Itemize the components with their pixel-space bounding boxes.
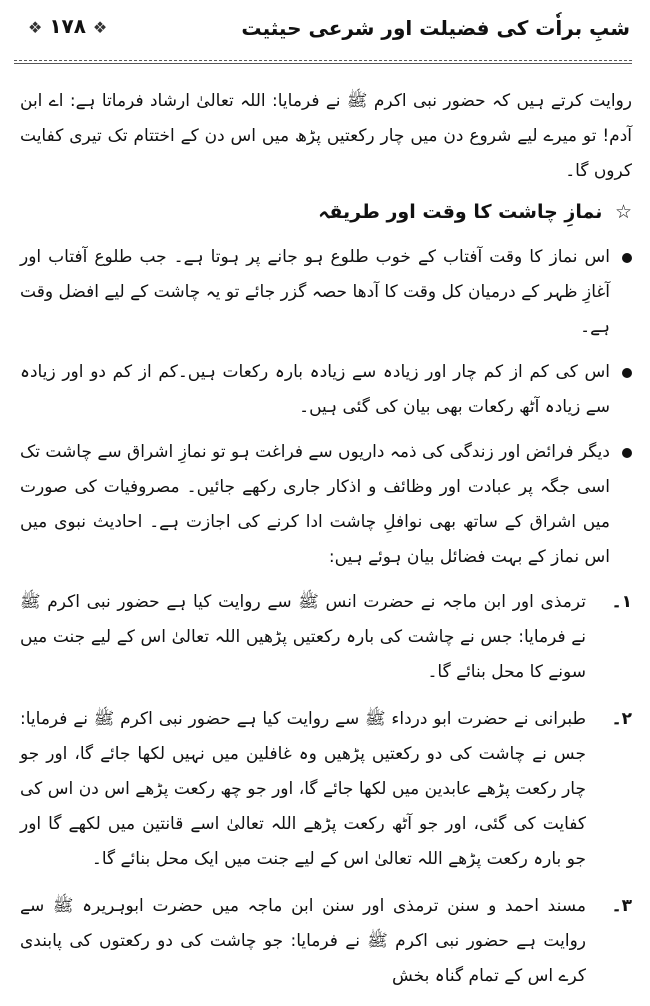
ornament-icon: ❖ — [28, 18, 43, 37]
hadith-item — [20, 585, 632, 690]
page-header — [14, 0, 632, 62]
intro-paragraph: روایت کرتے ہیں کہ حضور نبی اکرم ﷺ نے فرمایا: اللہ تعالیٰ ارشاد فرماتا ہے: اے ابن آدم! تو میرے لیے شروع دن میں چار رکعتیں پڑھ میں اس دن کے اختتام تک تیری کفایت کروں گا۔ — [20, 91, 632, 181]
page-number-value: ۱۷۸ — [49, 14, 86, 38]
bullet-icon — [622, 448, 632, 458]
bullet-icon — [622, 253, 632, 263]
hadith-number: ۱۔ — [611, 592, 632, 612]
bullet-text: دیگر فرائض اور زندگی کی ذمہ داریوں سے فراغت ہو تو نمازِ اشراق سے چاشت تک اسی جگہ پر عبادت اور وظائف و اذکار جاری رکھے جائیں۔ مصروفیات کی صورت میں اشراق کے ساتھ بھی نوافلِ چاشت ادا کرنے کی اجازت ہے۔ احادیث نبوی میں اس نماز کے بہت فضائل بیان ہوئے ہیں: — [20, 442, 610, 567]
star-icon: ☆ — [614, 201, 632, 223]
section-heading — [20, 195, 632, 230]
header-divider — [14, 60, 632, 61]
hadith-text: ترمذی اور ابن ماجہ نے حضرت انس ﷺ سے روایت کیا ہے حضور نبی اکرم ﷺ نے فرمایا: جس نے چاشت کی بارہ رکعتیں پڑھیں اللہ تعالیٰ اس کے لیے جنت میں سونے کا محل بنائے گا۔ — [20, 592, 586, 682]
hadith-text: مسند احمد و سنن ترمذی اور سنن ابن ماجہ میں حضرت ابوہریرہ ﷺ سے روایت ہے حضور نبی اکرم ﷺ نے فرمایا: جو چاشت کی دو رکعتوں کی پابندی کرے اس کے تمام گناہ بخش — [20, 896, 586, 986]
bullet-item — [20, 355, 632, 425]
hadith-number: ۳۔ — [611, 896, 632, 916]
hadith-number: ۲۔ — [611, 709, 632, 729]
bullet-item — [20, 240, 632, 345]
section-heading-text: نمازِ چاشت کا وقت اور طریقہ — [318, 201, 603, 223]
page-number — [28, 14, 107, 38]
hadith-item — [20, 889, 632, 994]
hadith-item — [20, 702, 632, 877]
bullet-icon — [622, 368, 632, 378]
bullet-item — [20, 435, 632, 575]
bullet-text: اس کی کم از کم چار اور زیادہ سے زیادہ بارہ رکعات ہیں۔کم از کم دو اور زیادہ سے زیادہ آٹھ رکعات بھی بیان کی گئی ہیں۔ — [20, 362, 610, 417]
hadith-text: طبرانی نے حضرت ابو درداء ﷺ سے روایت کیا ہے حضور نبی اکرم ﷺ نے فرمایا: جس نے چاشت کی دو رکعتیں پڑھیں وہ غافلین میں نہیں لکھا جائے گا، اور جو چار رکعت پڑھے عابدین میں لکھا جائے گا، اور جو چھ رکعت پڑھے اس دن اس کی کفایت کی گئی، اور جو آٹھ رکعت پڑھے اللہ تعالیٰ اسے قانتین میں لکھے گا اور جو بارہ رکعت پڑھے اللہ تعالیٰ اس کے لیے جنت میں ایک محل بنائے گا۔ — [20, 709, 586, 869]
running-title: شبِ براٗت کی فضیلت اور شرعی حیثیت — [241, 16, 630, 40]
header-divider — [14, 63, 632, 64]
page-body — [20, 84, 632, 1006]
bullet-text: اس نماز کا وقت آفتاب کے خوب طلوع ہو جانے پر ہوتا ہے۔ جب طلوع آفتاب اور آغازِ ظہر کے درمیان کل وقت کا آدھا حصہ گزر جائے تو یہ چاشت کے لیے افضل وقت ہے۔ — [20, 247, 610, 337]
ornament-icon: ❖ — [92, 18, 108, 37]
